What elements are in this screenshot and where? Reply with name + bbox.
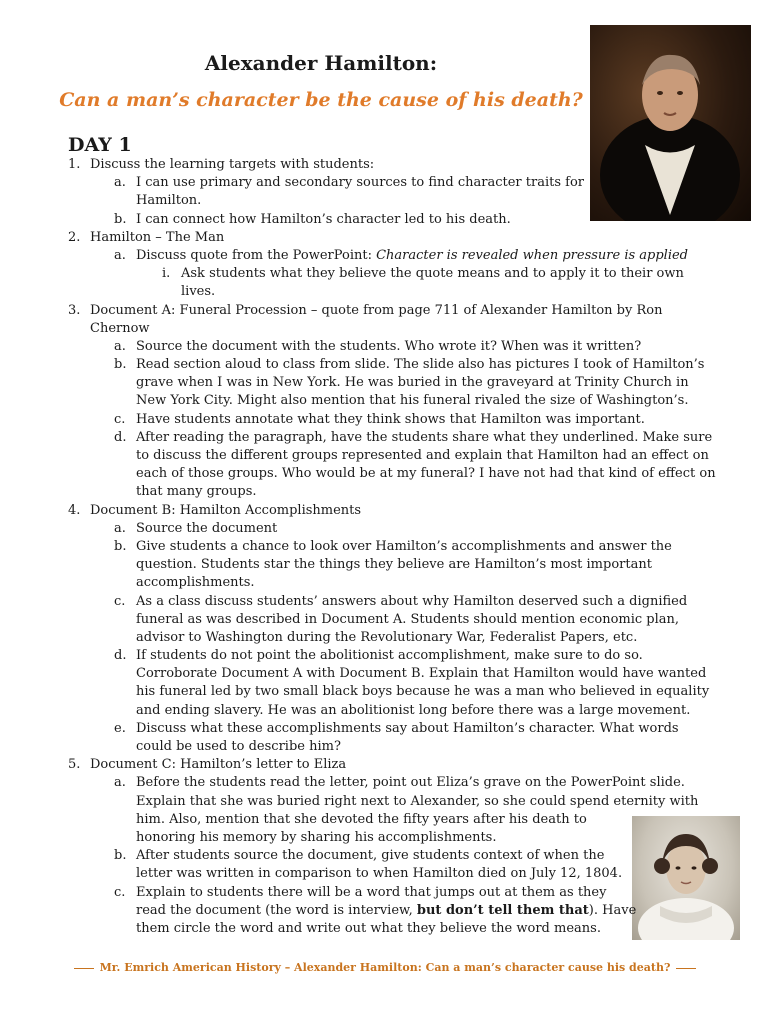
list-item: c. As a class discuss students’ answers about why Hamilton deserved such a dignified [114,593,688,609]
list-item: a. Before the students read the letter, point out Eliza’s grave on the PowerPoint slide. [114,775,685,791]
list-item: 1. Discuss the learning targets with students: [68,157,375,172]
list-item: 5. Document C: Hamilton’s letter to Eliza [68,757,347,773]
list-item: b. Read section aloud to class from slide. The slide also has pictures I took of Hamilton’s [114,357,705,373]
list-item-continuation: and ending slavery. He was an abolitionist long before there was a large movement. [136,702,691,718]
list-item: a. Source the document with the students. Who wrote it? When was it written? [114,338,642,354]
list-item-continuation: funeral as was described in Document A. Students should mention economic plan, [136,611,680,627]
list-item: d. If students do not point the abolitionist accomplishment, make sure to do so. [114,648,643,664]
list-item-continuation: them circle the word and write out what they believe the word means. [136,920,601,936]
footer-text: Mr. Emrich American History – Alexander Hamilton: Can a man’s character cause his death? [99,961,671,974]
list-item-continuation: Explain that she was buried right next to Alexander, so she could spend eternity with [136,793,699,809]
footer-rule-left [74,968,94,969]
list-item: b. After students source the document, give students context of when the [114,848,605,864]
page-footer [0,961,770,974]
quote-text: Character is revealed when pressure is applied [376,247,689,263]
list-item-continuation: to discuss the different groups represented and explain that Hamilton had an effect on [136,448,709,463]
list-item-continuation: advisor to Washington during the Revolutionary War, Federalist Papers, etc. [136,629,638,645]
list-item-continuation: could be used to describe him? [136,739,341,754]
list-item-continuation: letter was written in comparison to when Hamilton died on July 12, 1804. [136,866,623,882]
list-item: a. Source the document [114,520,278,536]
list-item: d. After reading the paragraph, have the students share what they underlined. Make sure [114,429,713,445]
list-item-continuation: Chernow [90,320,150,336]
day-heading: DAY 1 [68,134,132,156]
list-item-continuation: grave when I was in New York. He was buried in the graveyard at Trinity Church in [136,375,689,391]
list-item-continuation: New York City. Might also mention that his funeral rivaled the size of Washington’s. [136,393,689,409]
page-title: Alexander Hamilton: [204,51,438,75]
list-item: c. Explain to students there will be a word that jumps out at them as they [114,884,607,900]
list-item: e. Discuss what these accomplishments say about Hamilton’s character. What words [114,720,679,736]
list-item-continuation: him. Also, mention that she devoted the fifty years after his death to [136,811,587,827]
list-item: b. I can connect how Hamilton’s character led to his death. [114,211,511,227]
list-item-continuation: each of those groups. Who would be at my funeral? I have not had that kind of effect on [136,466,716,482]
list-item-continuation: read the document (the word is interview, but don’t tell them that). Have [136,902,637,918]
list-item-continuation: question. Students star the things they believe are Hamilton’s most important [136,557,652,573]
list-item: a. I can use primary and secondary sources to find character traits for [114,175,585,191]
list-item-continuation: his funeral led by two small black boys because he was a man who believed in equality [136,684,710,700]
list-item-continuation: that many groups. [136,484,257,500]
list-item: i. Ask students what they believe the quote means and to apply it to their own [162,266,684,282]
footer-rule-right [676,968,696,969]
page-subtitle: Can a man’s character be the cause of his death? [59,89,583,111]
list-item: 3. Document A: Funeral Procession – quote from page 711 of Alexander Hamilton by Ron [68,302,663,318]
bold-emphasis: but don’t tell them that [416,902,589,918]
list-item: b. Give students a chance to look over Hamilton’s accomplishments and answer the [114,538,672,554]
list-item-continuation: honoring his memory by sharing his accomplishments. [136,829,497,845]
list-item: a. Discuss quote from the PowerPoint: Character is revealed when pressure is applied [114,247,689,263]
list-item-continuation: Hamilton. [136,193,202,209]
list-item: 4. Document B: Hamilton Accomplishments [68,502,362,518]
list-item: c. Have students annotate what they think shows that Hamilton was important. [114,411,645,427]
list-item-continuation: accomplishments. [136,575,255,591]
list-item: 2. Hamilton – The Man [68,229,225,245]
lesson-plan-body [68,156,716,938]
list-item-continuation: Corroborate Document A with Document B. Explain that Hamilton would have wanted [136,666,707,682]
list-item-continuation: lives. [181,284,216,300]
